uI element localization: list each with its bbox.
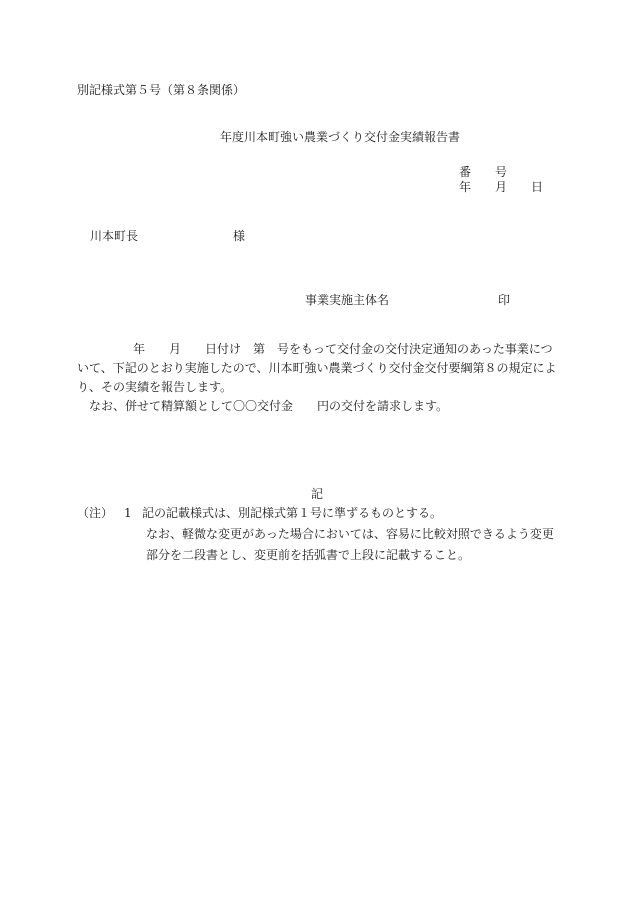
- note-line-1: 記の記載様式は、別記様式第１号に準ずるものとする。: [142, 506, 443, 520]
- addressee-honorific: 様: [233, 229, 246, 243]
- body-line-2: いて、下記のとおり実施したので、川本町強い農業づくり交付金交付要綱第８の規定によ: [77, 361, 557, 375]
- addressee-name: 川本町長: [90, 229, 139, 243]
- date-label: 年 月 日: [459, 180, 544, 194]
- body-line-1: 年 月 日付け 第 号をもって交付金の交付決定通知のあった事業につ: [133, 342, 553, 356]
- ki-heading: 記: [311, 487, 324, 501]
- note-line-3: 部分を二段書とし、変更前を括弧書で上段に記載すること。: [146, 548, 471, 562]
- note-label: （注）: [77, 506, 114, 520]
- note-number: 1: [124, 506, 132, 520]
- applicant-label: 事業実施主体名: [305, 293, 390, 307]
- body-line-3: り、その実績を報告します。: [77, 380, 233, 394]
- document-title: 年度川本町強い農業づくり交付金実績報告書: [220, 130, 461, 144]
- number-label: 番 号: [459, 165, 508, 179]
- form-reference: 別記様式第５号（第８条関係）: [77, 83, 246, 97]
- body-line-4: なお、併せて精算額として〇〇交付金 円の交付を請求します。: [89, 399, 449, 413]
- seal-mark: 印: [498, 293, 511, 307]
- note-line-2: なお、軽微な変更があった場合においては、容易に比較対照できるよう変更: [146, 527, 554, 541]
